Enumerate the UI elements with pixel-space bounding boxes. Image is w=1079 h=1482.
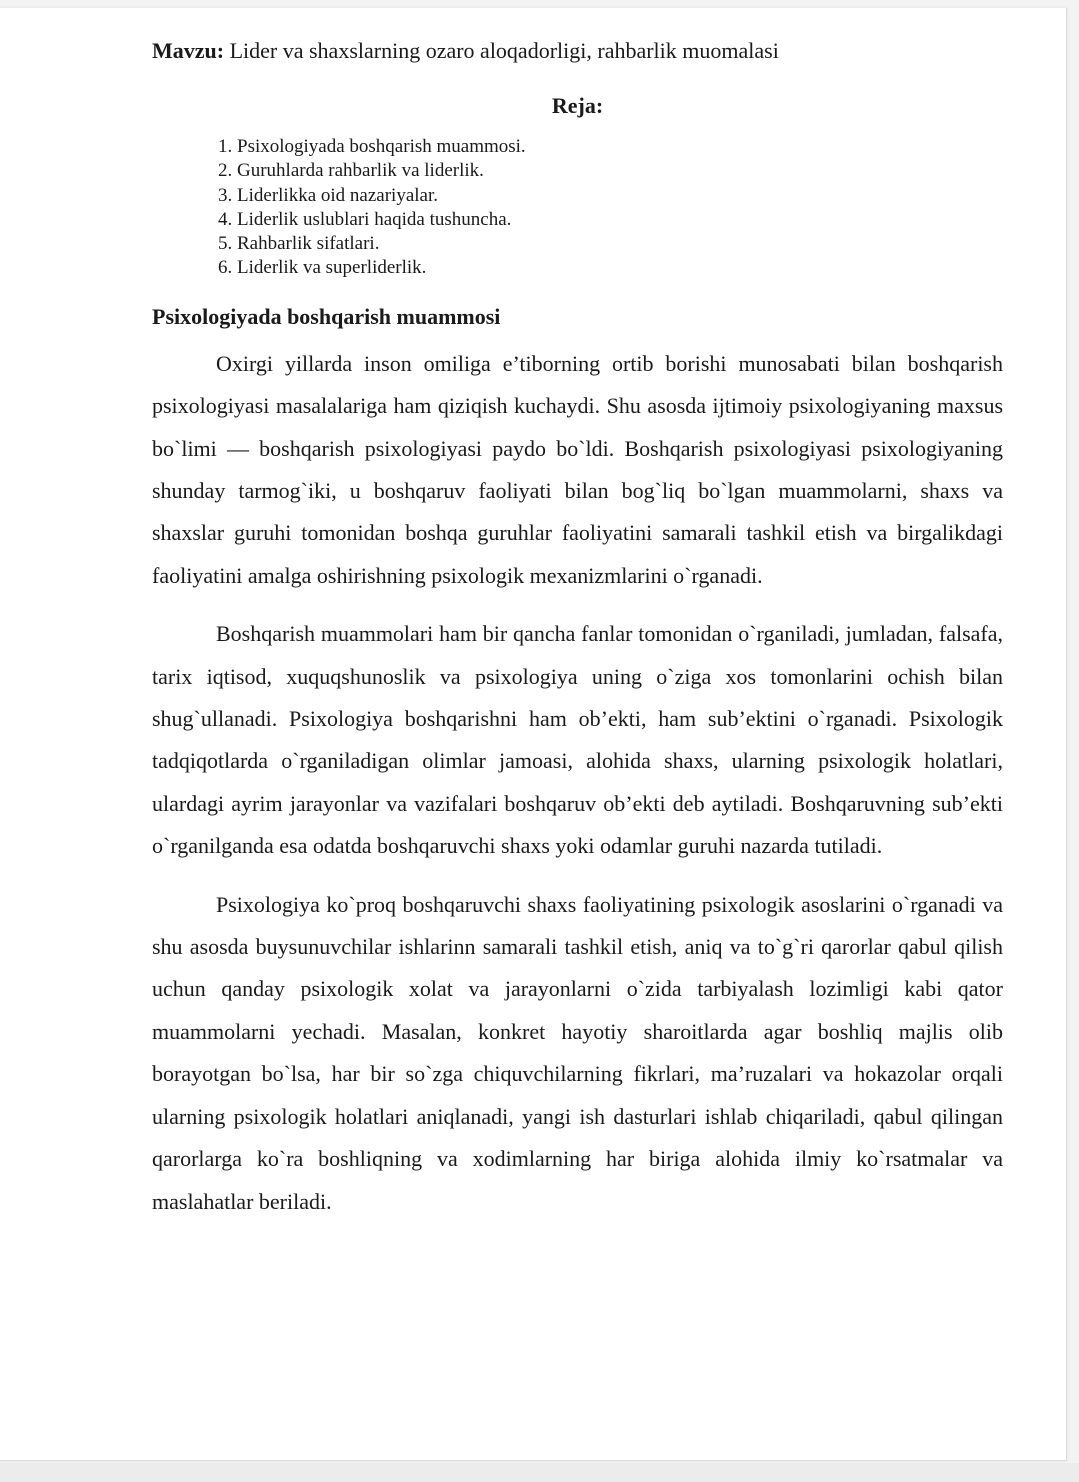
plan-title: Reja: xyxy=(551,93,604,118)
paragraph: Oxirgi yillarda inson omiliga e’tiborning ortib borishi munosabati bilan boshqarish psixologiyasi masalalariga ham qiziqish kuchaydi. Shu asosda ijtimoiy psixologiyaning maxsus bo`limi — boshqarish psixologiyasi paydo bo`ldi. Boshqarish psixologiyasi psixologiyaning shunday tarmog`iki, u boshqaruv faoliyati bilan bog`liq bo`lgan muammolarni, shaxs va shaxslar guruhi tomonidan boshqa guruhlar faoliyatini samarali tashkil etish va birgalikdagi faoliyatini amalga oshirishning psixologik mexanizmlarini o`rganadi. xyxy=(152,350,1003,588)
paragraph: Boshqarish muammolari ham bir qancha fanlar tomonidan o`rganiladi, jumladan, falsafa, tarix iqtisod, xuquqshunoslik va psixologiya uning o`ziga xos tomonlarini ochish bilan shug`ullanadi. Psixologiya boshqarishni ham ob’ekti, ham sub’ektini o`rganadi. Psixologik tadqiqotlarda o`rganiladigan olimlar jamoasi, alohida shaxs, ularning psixologik holatlari, ulardagi ayrim jarayonlar va vazifalari boshqaruv ob’ekti deb aytiladi. Boshqaruvning sub’ekti o`rganilganda esa odatda boshqaruvchi shaxs yoki odamlar guruhi nazarda tutiladi. xyxy=(152,621,1003,859)
topic-line xyxy=(152,36,1003,66)
plan-item: 6. Liderlik va superliderlik. xyxy=(218,257,427,279)
paragraph: Psixologiya ko`proq boshqaruvchi shaxs faoliyatining psixologik asoslarini o`rganadi va shu asosda buysunuvchilar ishlarinn samarali tashkil etish, aniq va to`g`ri qarorlar qabul qilish uchun qanday psixologik xolat va jarayonlarni o`zida tarbiyalash lozimligi kabi qator muammolarni yechadi. Masalan, konkret hayotiy sharoitlarda agar boshliq majlis olib borayotgan bo`lsa, har bir so`zga chiquvchilarning fikrlari, ma’ruzalari va hokazolar orqali ularning psixologik holatlari aniqlanadi, yangi ish dasturlari ishlab chiqariladi, qabul qilingan qarorlarga ko`ra boshliqning va xodimlarning har biriga alohida ilmiy ko`rsatmalar va maslahatlar beriladi. xyxy=(152,891,1003,1214)
viewer-bottom-strip xyxy=(0,1463,1079,1482)
plan-item: 4. Liderlik uslublari haqida tushuncha. xyxy=(218,208,512,230)
plan-item: 5. Rahbarlik sifatlari. xyxy=(218,233,380,255)
topic-text: Lider va shaxslarning ozaro aloqadorligi, rahbarlik muomalasi xyxy=(224,38,779,63)
topic-label: Mavzu: xyxy=(152,38,225,63)
document-content xyxy=(152,36,1003,1223)
document-page xyxy=(0,8,1067,1461)
plan-item: 2. Guruhlarda rahbarlik va liderlik. xyxy=(218,160,484,182)
section-heading: Psixologiyada boshqarish muammosi xyxy=(152,303,501,329)
plan-item: 1. Psixologiyada boshqarish muammosi. xyxy=(218,136,526,157)
plan-list xyxy=(218,135,1003,281)
plan-item: 3. Liderlikka oid nazariyalar. xyxy=(218,184,438,206)
